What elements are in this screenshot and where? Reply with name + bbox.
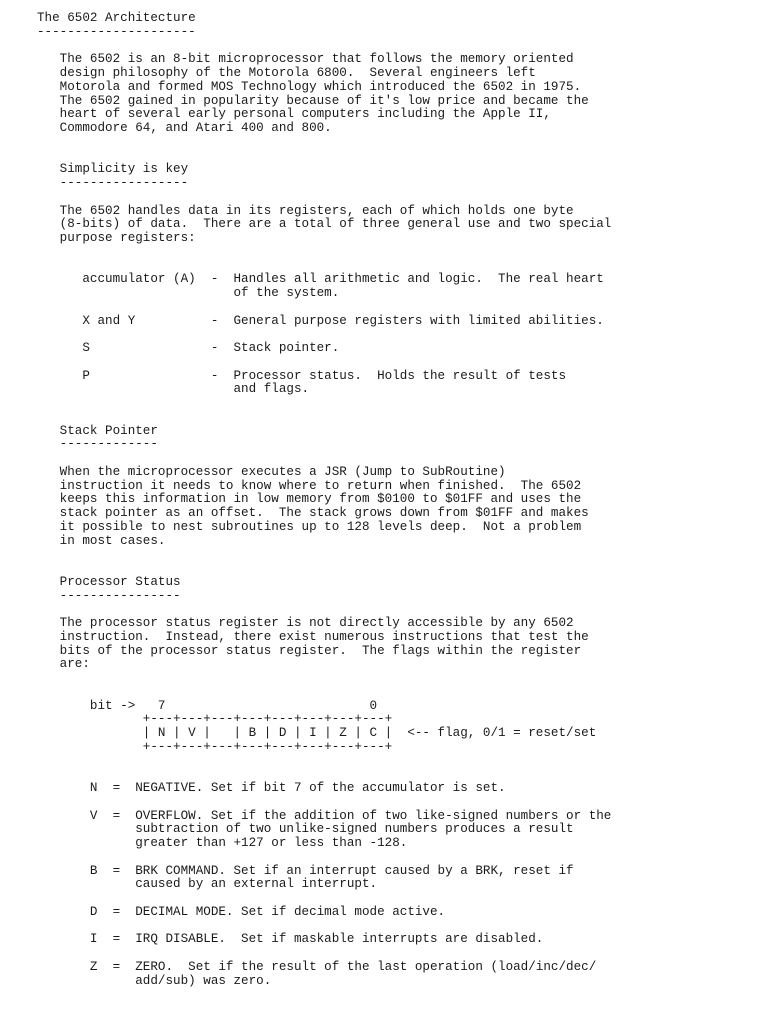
text-line: bits of the processor status register. The flags within the register bbox=[37, 643, 582, 658]
text-line: B = BRK COMMAND. Set if an interrupt caused by a BRK, reset if bbox=[37, 863, 574, 878]
text-line: S - Stack pointer. bbox=[37, 341, 340, 355]
text-line: V = OVERFLOW. Set if the addition of two like-signed numbers or the bbox=[37, 808, 612, 823]
text-line: When the microprocessor executes a JSR (Jump to SubRoutine) bbox=[37, 464, 506, 479]
text-line: +---+---+---+---+---+---+---+---+ bbox=[37, 739, 393, 754]
text-line: Processor Status bbox=[37, 574, 181, 589]
text-line: Stack Pointer bbox=[37, 423, 158, 438]
text-line: The 6502 gained in popularity because of it's low price and became the bbox=[37, 93, 589, 108]
text-line: stack pointer as an offset. The stack grows down from $01FF and makes bbox=[37, 506, 589, 520]
text-line: Z = ZERO. Set if the result of the last operation (load/inc/dec/ bbox=[37, 959, 597, 974]
text-line: (8-bits) of data. There are a total of three general use and two special bbox=[37, 217, 612, 232]
text-line: purpose registers: bbox=[37, 231, 196, 245]
text-line: are: bbox=[37, 657, 90, 672]
text-line: keeps this information in low memory from $0100 to $01FF and uses the bbox=[37, 492, 582, 507]
document-text bbox=[37, 12, 611, 988]
text-line: Simplicity is key bbox=[37, 162, 189, 177]
text-line: bit -> 7 0 bbox=[37, 698, 378, 713]
text-line: The 6502 handles data in its registers, each of which holds one byte bbox=[37, 203, 574, 218]
text-line: subtraction of two unlike-signed numbers produces a result bbox=[37, 822, 574, 837]
text-line: accumulator (A) - Handles all arithmetic and logic. The real heart bbox=[37, 272, 604, 287]
text-line: and flags. bbox=[37, 382, 310, 397]
text-line: The processor status register is not directly accessible by any 6502 bbox=[37, 616, 574, 630]
text-line: +---+---+---+---+---+---+---+---+ bbox=[37, 712, 393, 727]
text-line: of the system. bbox=[37, 286, 340, 300]
text-line: greater than +127 or less than -128. bbox=[37, 836, 408, 850]
text-line: I = IRQ DISABLE. Set if maskable interrupts are disabled. bbox=[37, 932, 544, 947]
text-line: ----------------- bbox=[37, 176, 189, 190]
text-line: D = DECIMAL MODE. Set if decimal mode active. bbox=[37, 904, 446, 919]
text-line: Motorola and formed MOS Technology which introduced the 6502 in 1975. bbox=[37, 79, 582, 94]
text-line: in most cases. bbox=[37, 533, 166, 548]
text-line: The 6502 is an 8-bit microprocessor that follows the memory oriented bbox=[37, 52, 574, 67]
text-line: Commodore 64, and Atari 400 and 800. bbox=[37, 121, 332, 135]
text-line: instruction. Instead, there exist numerous instructions that test the bbox=[37, 629, 589, 644]
text-line: it possible to nest subroutines up to 128 levels deep. Not a problem bbox=[37, 519, 582, 534]
text-line: --------------------- bbox=[37, 24, 196, 39]
text-line: ------------- bbox=[37, 437, 158, 452]
text-line: The 6502 Architecture bbox=[37, 11, 196, 25]
text-line: add/sub) was zero. bbox=[37, 973, 272, 988]
text-line: heart of several early personal computers including the Apple II, bbox=[37, 107, 551, 122]
text-line: caused by an external interrupt. bbox=[37, 877, 378, 892]
text-line: X and Y - General purpose registers with limited abilities. bbox=[37, 313, 604, 328]
text-line: instruction it needs to know where to return when finished. The 6502 bbox=[37, 478, 582, 493]
text-line: ---------------- bbox=[37, 588, 181, 603]
text-line: N = NEGATIVE. Set if bit 7 of the accumulator is set. bbox=[37, 781, 506, 795]
text-line: design philosophy of the Motorola 6800. Several engineers left bbox=[37, 66, 536, 80]
text-line: | N | V | | B | D | I | Z | C | <-- flag, 0/1 = reset/set bbox=[37, 726, 597, 740]
text-line: P - Processor status. Holds the result of tests bbox=[37, 368, 567, 383]
